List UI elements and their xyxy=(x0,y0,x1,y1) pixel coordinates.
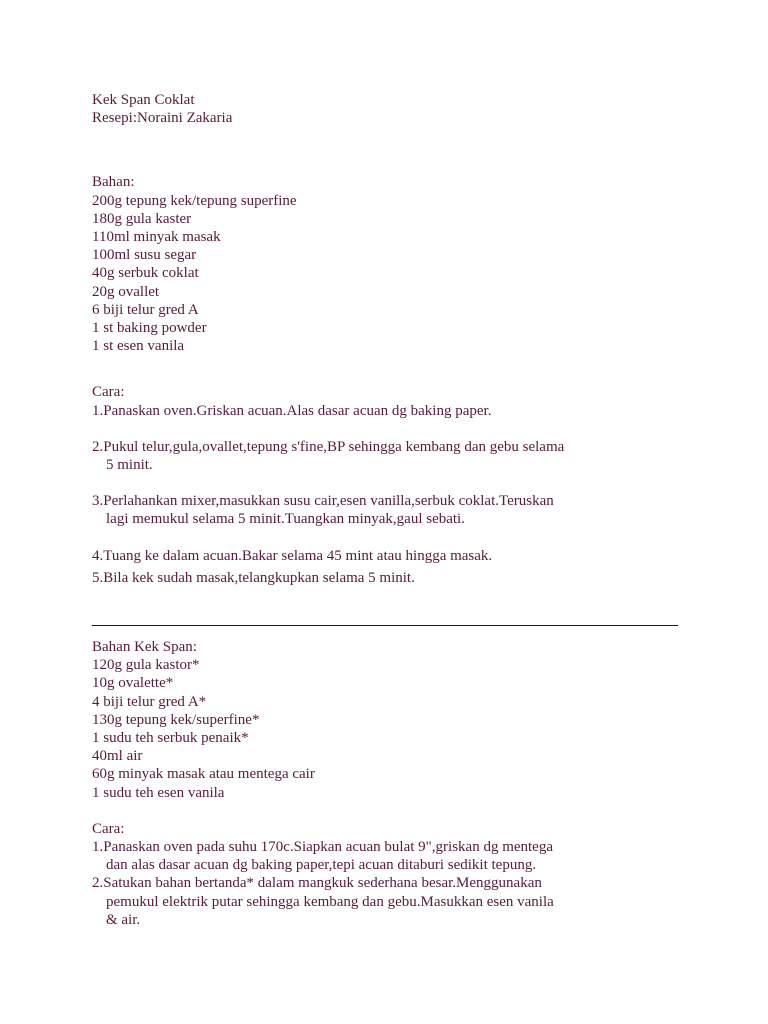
step-line: 5 minit. xyxy=(106,457,153,474)
recipe-author: Resepi:Noraini Zakaria xyxy=(92,110,233,127)
method-step xyxy=(92,547,692,565)
step-line: 5.Bila kek sudah masak,telangkupkan selama 5 minit. xyxy=(92,569,415,586)
spacer xyxy=(92,420,692,438)
recipe-1 xyxy=(92,91,692,587)
spacer xyxy=(92,355,692,383)
spacer xyxy=(92,474,692,492)
ingredient-item: 1 sudu teh esen vanila xyxy=(92,784,225,801)
ingredient-item: 1 st baking powder xyxy=(92,320,207,337)
ingredient-item: 120g gula kastor* xyxy=(92,657,200,674)
recipe-title: Kek Span Coklat xyxy=(92,92,195,108)
step-line: lagi memukul selama 5 minit.Tuangkan minyak,gaul sebati. xyxy=(106,511,465,528)
ingredient-item: 20g ovallet xyxy=(92,283,160,300)
step-line: dan alas dasar acuan dg baking paper,tepi acuan ditaburi sedikit tepung. xyxy=(106,857,537,874)
step-line: pemukul elektrik putar sehingga kembang dan gebu.Masukkan esen vanila xyxy=(106,893,554,910)
ingredient-item: 200g tepung kek/tepung superfine xyxy=(92,192,297,209)
spacer xyxy=(92,155,692,173)
method-step xyxy=(92,838,692,874)
ingredient-item: 40ml air xyxy=(92,748,143,765)
ingredient-item: 60g minyak masak atau mentega cair xyxy=(92,766,315,783)
ingredient-item: 10g ovalette* xyxy=(92,675,174,692)
method-step xyxy=(92,569,692,587)
method-steps xyxy=(92,838,692,929)
step-line: 3.Perlahankan mixer,masukkan susu cair,esen vanilla,serbuk coklat.Teruskan xyxy=(92,493,554,510)
step-line: 2.Pukul telur,gula,ovallet,tepung s'fine,BP sehingga kembang dan gebu selama xyxy=(92,438,565,455)
spacer xyxy=(92,529,692,547)
ingredient-item: 40g serbuk coklat xyxy=(92,265,199,282)
method-heading: Cara: xyxy=(92,384,125,401)
spacer xyxy=(92,802,692,820)
ingredient-item: 110ml minyak masak xyxy=(92,229,221,246)
step-line: 2.Satukan bahan bertanda* dalam mangkuk sederhana besar.Menggunakan xyxy=(92,875,542,892)
ingredient-item: 180g gula kaster xyxy=(92,210,192,227)
ingredients-list xyxy=(92,656,692,802)
ingredients-heading: Bahan Kek Span: xyxy=(92,639,197,655)
method-steps xyxy=(92,402,692,587)
ingredient-item: 6 biji telur gred A xyxy=(92,301,199,318)
method-step xyxy=(92,438,692,474)
ingredient-item: 4 biji telur gred A* xyxy=(92,693,207,710)
step-line: 1.Panaskan oven pada suhu 170c.Siapkan acuan bulat 9",griskan dg mentega xyxy=(92,839,554,856)
ingredients-heading: Bahan: xyxy=(92,174,135,191)
ingredient-item: 1 st esen vanila xyxy=(92,338,185,355)
method-heading: Cara: xyxy=(92,820,125,837)
ingredient-item: 100ml susu segar xyxy=(92,247,197,264)
spacer xyxy=(92,127,692,155)
section-divider xyxy=(92,625,678,626)
step-line: 4.Tuang ke dalam acuan.Bakar selama 45 mint atau hingga masak. xyxy=(92,547,493,564)
step-line: & air. xyxy=(106,911,141,928)
step-line: 1.Panaskan oven.Griskan acuan.Alas dasar acuan dg baking paper. xyxy=(92,402,492,419)
method-step xyxy=(92,492,692,528)
method-step xyxy=(92,402,692,420)
recipe-2 xyxy=(92,638,692,929)
method-step xyxy=(92,874,692,929)
ingredients-list xyxy=(92,192,692,356)
ingredient-item: 130g tepung kek/superfine* xyxy=(92,711,260,728)
ingredient-item: 1 sudu teh serbuk penaik* xyxy=(92,730,249,747)
